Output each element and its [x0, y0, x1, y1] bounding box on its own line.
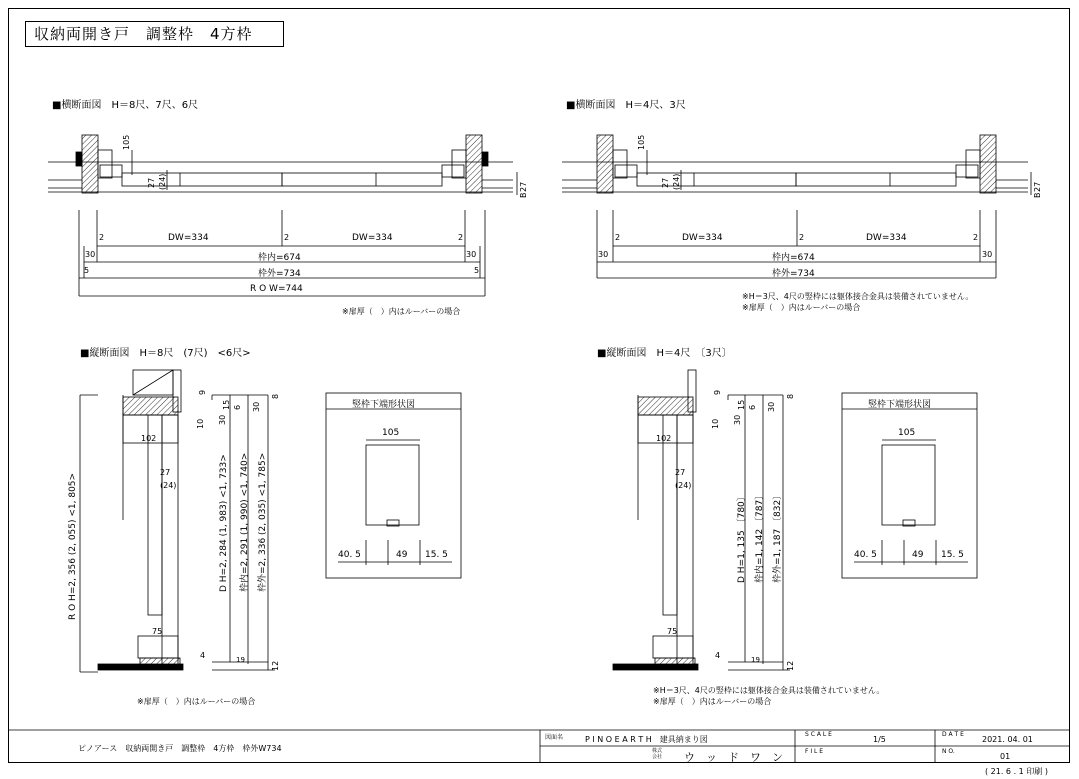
- gap-2: 2: [99, 233, 105, 242]
- gap-2: 2: [458, 233, 464, 242]
- note-louver: ※扉厚（ ）内はルーバーの場合: [137, 697, 256, 706]
- dim-8: 8: [786, 393, 795, 399]
- right-vertical-section-title: ■縦断面図 H＝4尺 〔3尺〕: [597, 348, 732, 359]
- left-vertical-section-title: ■縦断面図 H＝8尺 (7尺) <6尺>: [80, 348, 251, 359]
- inner-frame-width: 枠内=674: [258, 253, 301, 263]
- dim-24: (24): [672, 173, 681, 190]
- dim-8: 8: [271, 393, 280, 399]
- dim-b: B: [1033, 192, 1042, 198]
- note-louver: ※扉厚（ ）内はルーバーの場合: [342, 307, 461, 316]
- dim-105: 105: [122, 134, 131, 150]
- drawing-title: 収納両開き戸 調整枠 4方枠: [25, 21, 284, 47]
- detail-40-5: 40. 5: [854, 550, 877, 560]
- product-description: ピノアース 収納両開き戸 調整枠 4方枠 枠外W734: [78, 744, 282, 753]
- outer-frame-width: 枠外=734: [772, 269, 815, 279]
- dim-10: 10: [711, 418, 720, 429]
- side-5: 5: [474, 266, 480, 275]
- dim-102: 102: [141, 434, 157, 443]
- dim-102: 102: [656, 434, 672, 443]
- dim-27: 27: [147, 177, 156, 188]
- dim-75: 75: [152, 627, 163, 636]
- door-width-1: DW=334: [168, 233, 209, 243]
- dim-6: 6: [748, 404, 757, 410]
- door-width-1: DW=334: [682, 233, 723, 243]
- door-height: D H=2, 284 (1, 983) <1, 733>: [219, 454, 229, 592]
- dim-24: (24): [160, 481, 177, 490]
- dim-bottom-27: 27: [1033, 181, 1042, 192]
- gap-2: 2: [799, 233, 805, 242]
- dim-bottom-27: 27: [519, 181, 528, 192]
- gap-2: 2: [615, 233, 621, 242]
- dim-6: 6: [233, 404, 242, 410]
- dim-19: 19: [236, 656, 245, 664]
- note-no-hardware: ※H＝3尺、4尺の竪枠には躯体接合金具は装備されていません。: [653, 686, 885, 695]
- rough-opening-height: R O H=2, 356 (2, 055) <1, 805>: [68, 472, 78, 620]
- detail-40-5: 40. 5: [338, 550, 361, 560]
- dim-24: (24): [158, 173, 167, 190]
- dim-27: 27: [661, 177, 670, 188]
- detail-105: 105: [898, 428, 916, 438]
- date-label: D A T E: [942, 731, 964, 738]
- dim-24: (24): [675, 481, 692, 490]
- drawing-name: P I N O E A R T H 建具納まり図: [585, 735, 708, 744]
- dim-12: 12: [786, 660, 795, 671]
- dim-10: 10: [196, 418, 205, 429]
- side-5: 5: [84, 266, 90, 275]
- detail-15-5: 15. 5: [425, 550, 448, 560]
- rough-opening-width: R O W=744: [250, 284, 303, 294]
- scale-value: 1/5: [873, 735, 886, 744]
- dim-30: 30: [252, 401, 261, 412]
- number-label: N O.: [942, 748, 955, 755]
- side-30: 30: [598, 250, 609, 259]
- company-label: 株式 会社: [652, 748, 663, 760]
- print-date: ( 21. 6 . 1 印刷 ): [985, 767, 1048, 776]
- detail-title: 竪枠下端形状図: [868, 400, 932, 410]
- dim-4: 4: [715, 651, 721, 660]
- dim-15: 15: [737, 399, 746, 410]
- outer-frame-height: 枠外=2, 336 (2, 035) <1, 785>: [258, 452, 268, 592]
- dim-27: 27: [160, 468, 171, 477]
- door-width-2: DW=334: [866, 233, 907, 243]
- detail-105: 105: [382, 428, 400, 438]
- dim-9: 9: [198, 389, 207, 395]
- scale-label: S C A L E: [805, 731, 832, 738]
- file-label: F I L E: [805, 748, 824, 755]
- note-no-hardware: ※H＝3尺、4尺の竪枠には躯体接合金具は装備されていません。: [742, 292, 974, 301]
- right-horizontal-section-title: ■横断面図 H＝4尺、3尺: [566, 100, 686, 111]
- dim-30: 30: [767, 401, 776, 412]
- outer-frame-height: 枠外=1, 187 〔832〕: [773, 490, 783, 583]
- gap-2: 2: [973, 233, 979, 242]
- dim-19: 19: [751, 656, 760, 664]
- dim-30: 30: [733, 414, 742, 425]
- outer-frame-width: 枠外=734: [258, 269, 301, 279]
- door-height: D H=1, 135 〔780〕: [737, 492, 747, 583]
- note-louver: ※扉厚（ ）内はルーバーの場合: [742, 303, 861, 312]
- dim-15: 15: [222, 399, 231, 410]
- door-width-2: DW=334: [352, 233, 393, 243]
- number-value: 01: [1000, 752, 1011, 761]
- side-30: 30: [85, 250, 96, 259]
- detail-15-5: 15. 5: [941, 550, 964, 560]
- gap-2: 2: [284, 233, 290, 242]
- detail-title: 竪枠下端形状図: [352, 400, 416, 410]
- dim-75: 75: [667, 627, 678, 636]
- dim-9: 9: [713, 389, 722, 395]
- dim-30: 30: [218, 414, 227, 425]
- dim-105: 105: [637, 134, 646, 150]
- detail-49: 49: [912, 550, 924, 560]
- side-30: 30: [982, 250, 993, 259]
- dim-27: 27: [675, 468, 686, 477]
- date-value: 2021. 04. 01: [982, 735, 1033, 744]
- inner-frame-height: 枠内=2, 291 (1, 990) <1, 740>: [240, 452, 250, 592]
- dim-12: 12: [271, 660, 280, 671]
- company-name: ウ ッ ド ワ ン: [684, 751, 783, 764]
- dim-b: B: [519, 192, 528, 198]
- drawing-name-label: 図面名: [545, 734, 564, 741]
- left-horizontal-section-title: ■横断面図 H＝8尺、7尺、6尺: [52, 100, 199, 111]
- note-louver: ※扉厚（ ）内はルーバーの場合: [653, 697, 772, 706]
- side-30: 30: [466, 250, 477, 259]
- inner-frame-width: 枠内=674: [772, 253, 815, 263]
- inner-frame-height: 枠内=1, 142 〔787〕: [755, 490, 765, 583]
- dim-4: 4: [200, 651, 206, 660]
- detail-49: 49: [396, 550, 408, 560]
